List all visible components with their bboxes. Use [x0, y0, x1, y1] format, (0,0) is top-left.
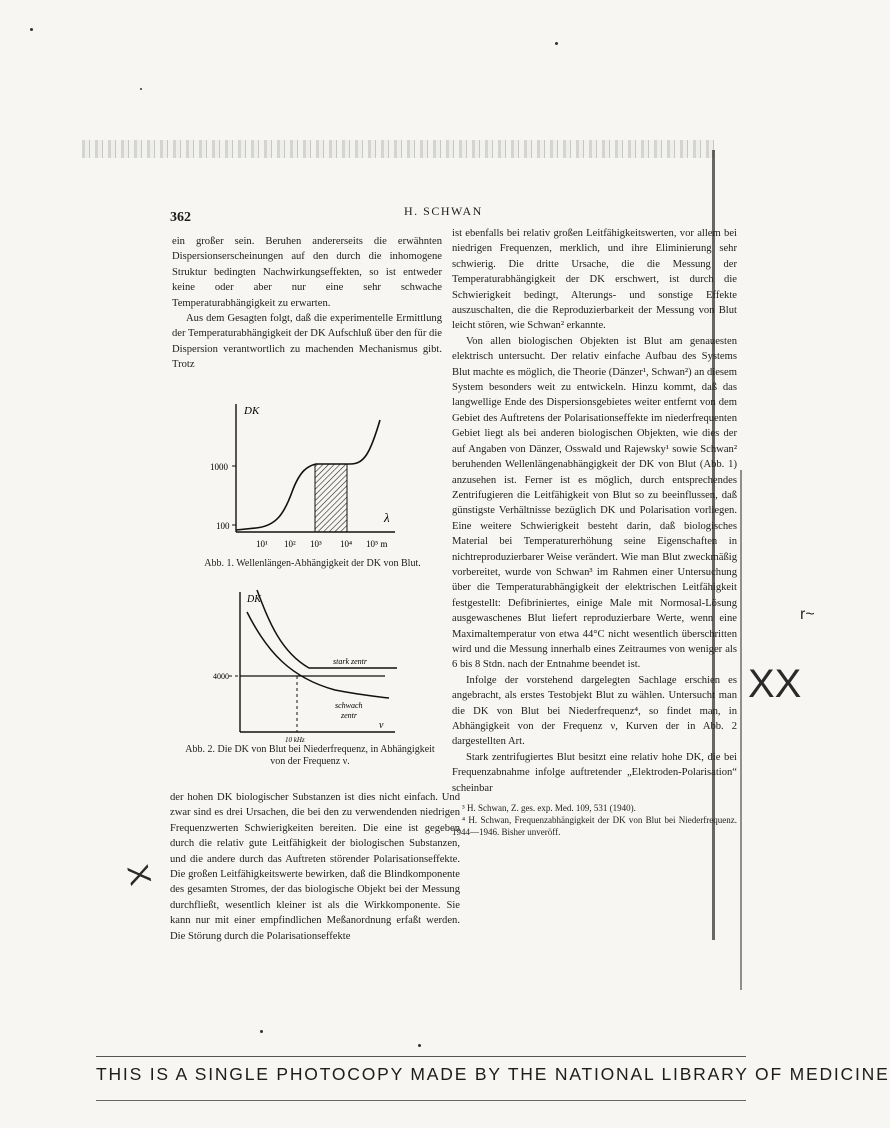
x-tick-label: 10¹: [256, 539, 268, 549]
scan-noise-band: [82, 140, 714, 158]
y-tick-label: 1000: [210, 462, 228, 472]
x-tick-label: 10⁵ m: [366, 539, 388, 549]
x-tick-label: 10⁴: [340, 539, 353, 549]
figure-1: [180, 392, 445, 577]
scan-speck: [30, 28, 33, 31]
right-column: [452, 226, 737, 838]
x-axis-label: λ: [384, 510, 390, 525]
strong-centrifuged-curve: [257, 590, 397, 668]
scan-speck: [555, 42, 558, 45]
margin-annotation-scribble: X: [120, 861, 157, 889]
margin-annotation-arrow: r~: [800, 606, 815, 623]
left-column-top: [172, 234, 442, 373]
curve-label-strong: stark zentr: [333, 657, 367, 666]
figure-2-caption: Abb. 2. Die DK von Blut bei Niederfrequenz, in Abhängigkeit von der Frequenz ν.: [185, 744, 435, 767]
page-edge-shadow: [740, 470, 742, 990]
photocopy-banner: THIS IS A SINGLE PHOTOCOPY MADE BY THE NATIONAL LIBRARY OF MEDICINE: [96, 1064, 890, 1084]
y-tick-label: 4000: [213, 672, 229, 681]
footnote: ⁴ H. Schwan, Frequenzabhängigkeit der DK von Blut bei Niederfrequenz. 1944—1946. Bisher unveröff.: [452, 815, 737, 838]
scan-speck: [260, 1030, 263, 1033]
y-axis-label: DK: [247, 594, 261, 605]
paragraph: der hohen DK biologischer Substanzen ist dies nicht einfach. Und zwar sind es drei Ursachen, die bei den zu verwendenden niedrigen Frequenzwerten Schwierigkeiten bereiten. Die eine ist gegeben durch die relativ gute Leitfähigkeit der biologischen Substanzen, und die andere durch das Auftreten störender Polarisationseffekte. Die großen Leitfähigkeitswerte bewirken, daß die Blindkomponente des gesamten Stromes, der das biologische Objekt bei der Messung durchfließt, wesentlich kleiner ist als die Wirkkomponente. Sie kann nur mit einer empfindlichen Meßanordnung erfaßt werden. Die Störung durch die Polarisationseffekte: [170, 792, 460, 942]
running-head: H. SCHWAN: [404, 204, 483, 218]
y-tick-label: 100: [216, 521, 230, 531]
figure-1-caption: Abb. 1. Wellenlängen-Abhängigkeit der DK von Blut.: [204, 558, 421, 569]
y-axis-label: DK: [244, 405, 260, 417]
page-header: [170, 204, 710, 226]
hatched-region: [315, 464, 347, 532]
curve-label-weak: zentr: [341, 711, 357, 720]
left-column-bottom: [170, 790, 460, 944]
scan-speck: [418, 1044, 421, 1047]
x-axis-label: ν: [379, 720, 384, 731]
figure-2: [185, 582, 435, 777]
paragraph: Stark zentrifugiertes Blut besitzt eine relativ hohe DK, die bei Frequenzabnahme infolge auftretender „Elektroden-Polarisation“ scheinbar: [452, 751, 737, 794]
footer-rule: [96, 1100, 746, 1101]
paragraph: ein großer sein. Beruhen andererseits die erwähnten Dispersionserscheinungen auf den durch die inhomogene Struktur bedingten Nachwirkungseffekten, so ist entweder keine oder aber nur eine sehr schwache Temperaturabhängigkeit zu erwarten.: [172, 236, 442, 309]
weak-centrifuged-curve: [247, 612, 389, 698]
footer-rule: [96, 1056, 746, 1057]
margin-annotation-x: XX: [748, 662, 802, 706]
paragraph: Infolge der vorstehend dargelegten Sachlage erschien es angebracht, als erstes Testobjekt Blut zu wählen. Untersucht man die DK von Blut bei Niederfrequenz⁴, so findet man, in Abhängigkeit von der Frequenz ν, Kurven der in Abb. 2 dargestellten Art.: [452, 674, 737, 748]
footnotes: [452, 802, 737, 838]
figure-2-plot: [185, 582, 435, 742]
paragraph: ist ebenfalls bei relativ großen Leitfähigkeitswerten, vor allem bei niedrigen Frequenzen, merklich, und ihre Eliminierung sehr schwierig. Die dritte Ursache, die die Messung der Temperaturabhängigkeit der DK erschwert, ist durch die Schwierigkeit bedingt, Alterungs- und sonstige Effekte auszuschalten, die die Reproduzierbarkeit der Messung von Blut leicht stören, wie Schwan² erkannte.: [452, 228, 737, 332]
page-number: 362: [170, 210, 191, 225]
paragraph: Aus dem Gesagten folgt, daß die experimentelle Ermittlung der Temperaturabhängigkeit der DK Aufschluß über den für die Dispersion verantwortlich zu machenden Mechanismus gibt. Trotz: [172, 313, 442, 371]
scan-speck: [140, 88, 142, 90]
x-tick-label: 10²: [284, 539, 296, 549]
x-tick-label: 10³: [310, 539, 322, 549]
paragraph: Von allen biologischen Objekten ist Blut am genauesten elektrisch untersucht. Der relativ einfache Aufbau des Systems Blut machte es möglich, die Theorie (Dänzer¹, Schwan²) an diesem System besonders weit zu entwickeln. Hinzu kommt, daß das langwellige Ende des Dispersionsgebietes weiter entfernt von dem Gebiet des Auftretens der Polarisationseffekte im niederfrequenten Gebiet liegt als bei anderen biologischen Objekten, wie dies der auf Angaben von Dänzer, Osswald und Rajewsky¹ sowie Schwan² beruhenden Wellenlängenabhängigkeit der DK von Blut (Abb. 1) anzusehen ist. Ferner ist es möglich, durch entsprechendes Zentrifugieren die Leitfähigkeit von Blut so zu beeinflussen, daß günstigste Verhältnisse bezüglich DK und Polarisation vorliegen. Eine weitere Schwierigkeit besteht darin, daß biologisches Material bei Temperaturerhöhung seine Eigenschaften in nichtreproduzierbarer Weise verändert. Wie man Blut zweckmäßig vorbereitet, wurde von Schwan³ im Rahmen einer Untersuchung über die Temperaturabhängigkeit der elektrischen Leitfähigkeit festgestellt: Defibriniertes, einige Male mit Normosal-Lösung ausgewaschenes Blut liefert reproduzierbare Werte, wenn eine Maximaltemperatur von etwa 44°C nicht wesentlich überschritten wird und die Messung innerhalb eines Zeitraumes von weniger als 6 bis 8 Stdn. nach der Entnahme beendet ist.: [452, 335, 737, 671]
footnote: ³ H. Schwan, Z. ges. exp. Med. 109, 531 (1940).: [462, 803, 636, 814]
dk-curve: [236, 420, 380, 530]
figure-1-plot: [180, 392, 445, 552]
x-tick-label: 10 kHz: [285, 736, 305, 744]
curve-label-weak: schwach: [335, 701, 363, 710]
